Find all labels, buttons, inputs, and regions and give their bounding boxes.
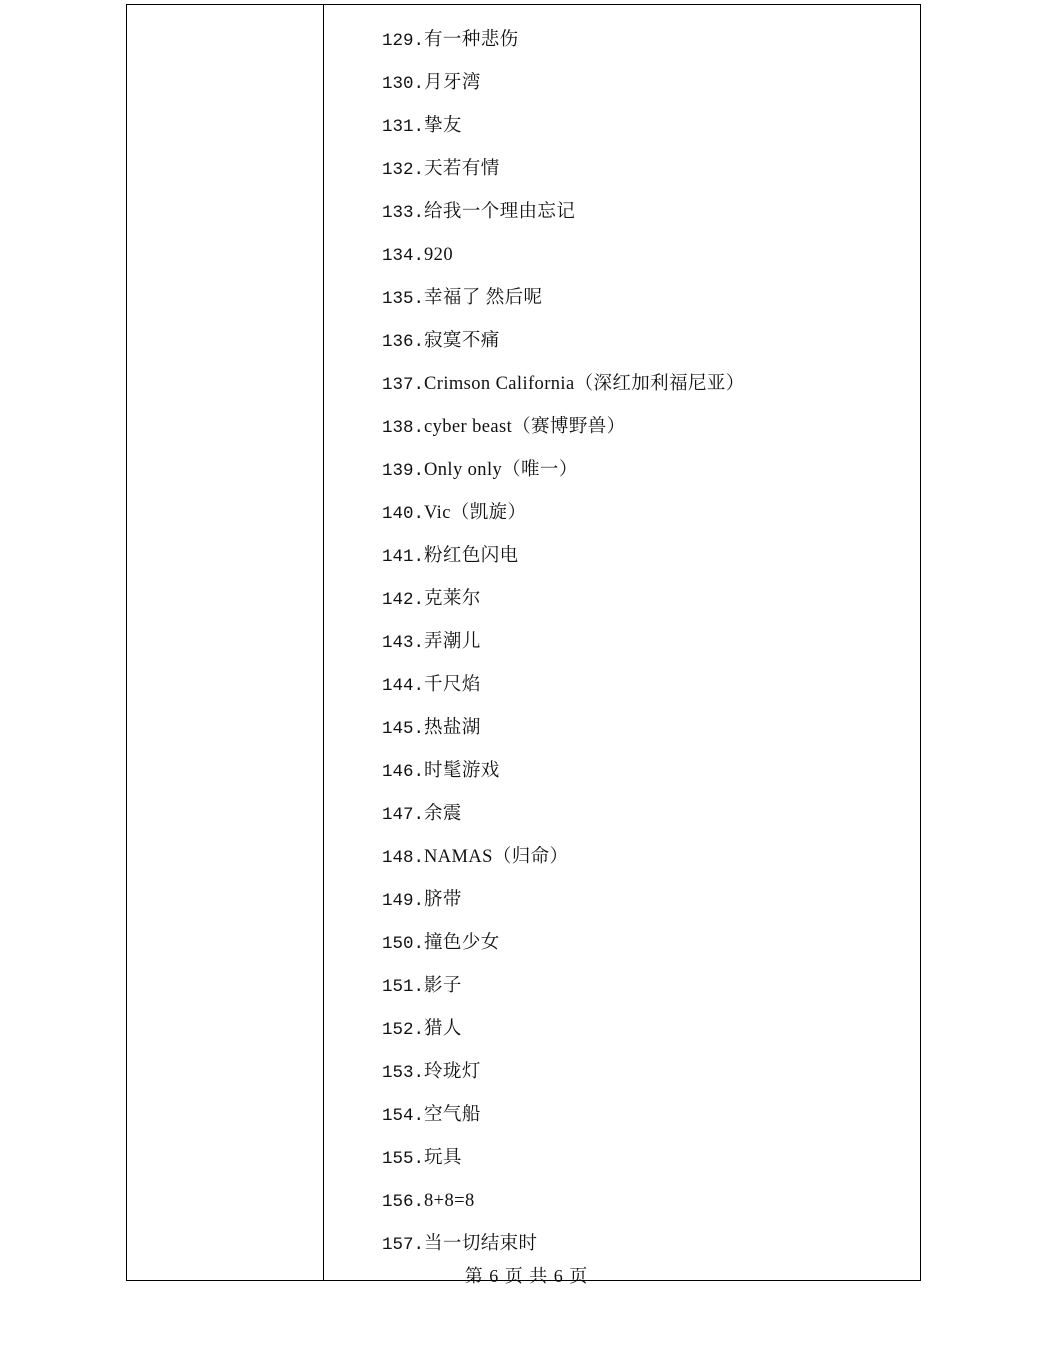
list-item-text: 粉红色闪电 [424,546,519,566]
list-item-number: 139. [382,461,425,481]
list-item [382,879,910,922]
list-item-number: 137. [382,375,425,395]
list-item-number: 142. [382,590,425,610]
label-cell-text [127,5,323,1221]
list-item-text: 月牙湾 [424,73,481,93]
list-item-text: NAMAS（归命） [424,847,569,867]
list-item-text: 天若有情 [424,159,500,179]
list-item-number: 147. [382,805,425,825]
list-item-text: 寂寞不痛 [424,331,500,351]
list-item [382,234,910,277]
table-cell-content [324,5,921,1281]
list-item-text: 弄潮儿 [424,632,481,652]
list-item-number: 146. [382,762,425,782]
list-item [382,578,910,621]
list-item-number: 135. [382,289,425,309]
list-item [382,1094,910,1137]
list-item-text: Vic（凯旋） [424,503,527,523]
list-item [382,277,910,320]
list-item [382,1008,910,1051]
list-item [382,148,910,191]
list-item-text: 猎人 [424,1019,462,1039]
list-item-number: 154. [382,1106,425,1126]
list-item-number: 143. [382,633,425,653]
list-item-number: 152. [382,1020,425,1040]
list-item [382,19,910,62]
list-item [382,449,910,492]
list-item-number: 140. [382,504,425,524]
list-item-number: 153. [382,1063,425,1083]
list-item-text: Only only（唯一） [424,460,578,480]
table-row [127,5,921,1281]
list-item [382,406,910,449]
list-item-text: 当一切结束时 [424,1234,538,1254]
list-item [382,105,910,148]
list-item-text: 920 [424,245,453,265]
list-item-number: 134. [382,246,425,266]
list-item-text: 撞色少女 [424,933,500,953]
list-item [382,320,910,363]
list-item-text: 余震 [424,804,462,824]
list-item-number: 136. [382,332,425,352]
list-item-text: 克莱尔 [424,589,481,609]
list-item-number: 131. [382,117,425,137]
list-item [382,836,910,879]
list-item [382,922,910,965]
content-table [126,4,921,1281]
list-item [382,535,910,578]
list-item-text: 热盐湖 [424,718,481,738]
list-item-text: 玲珑灯 [424,1062,481,1082]
list-item-number: 141. [382,547,425,567]
list-item-number: 149. [382,891,425,911]
list-item-text: 挚友 [424,116,462,136]
list-item-number: 133. [382,203,425,223]
list-item-text: cyber beast（赛博野兽） [424,417,626,437]
list-item-number: 148. [382,848,425,868]
list-item-number: 151. [382,977,425,997]
list-item [382,750,910,793]
table-cell-label [127,5,324,1281]
list-item-number: 129. [382,31,425,51]
list-item-text: 时髦游戏 [424,761,500,781]
list-item-number: 155. [382,1149,425,1169]
list-item-text: 千尺焰 [424,675,481,695]
list-item-text: 8+8=8 [424,1191,475,1211]
page-footer: 第 6 页 共 6 页 [464,1266,589,1286]
list-item [382,664,910,707]
song-list [324,19,920,1266]
list-item-number: 156. [382,1192,425,1212]
list-item-number: 145. [382,719,425,739]
list-item [382,965,910,1008]
list-item [382,793,910,836]
list-item [382,62,910,105]
list-item-text: Crimson California（深红加利福尼亚） [424,374,745,394]
list-item-number: 157. [382,1235,425,1255]
list-item [382,707,910,750]
list-item-text: 空气船 [424,1105,481,1125]
list-item-number: 144. [382,676,425,696]
list-item-text: 脐带 [424,890,462,910]
list-item-text: 幸福了 然后呢 [424,288,543,308]
list-item-text: 给我一个理由忘记 [424,202,576,222]
list-item-number: 130. [382,74,425,94]
list-item-number: 138. [382,418,425,438]
list-item-text: 影子 [424,976,462,996]
list-item [382,1180,910,1223]
list-item-text: 玩具 [424,1148,462,1168]
list-item [382,363,910,406]
list-item [382,1051,910,1094]
list-item [382,1223,910,1266]
list-item [382,621,910,664]
list-item-number: 132. [382,160,425,180]
list-item [382,1137,910,1180]
list-item-number: 150. [382,934,425,954]
list-item [382,191,910,234]
list-item [382,492,910,535]
list-item-text: 有一种悲伤 [424,30,519,50]
